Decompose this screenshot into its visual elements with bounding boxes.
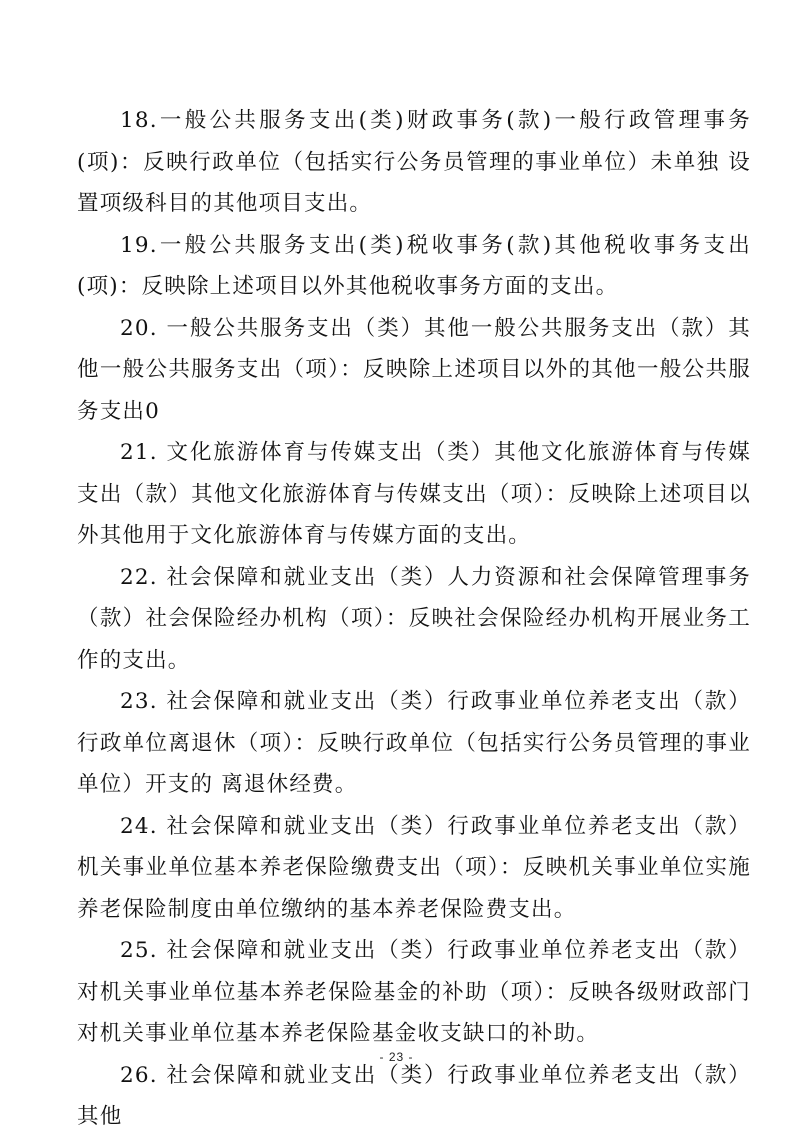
- paragraph-26: 26. 社会保障和就业支出（类）行政事业单位养老支出（款）其他: [77, 1062, 751, 1129]
- paragraph-25: 25. 社会保障和就业支出（类）行政事业单位养老支出（款）对机关事业单位基本养老保险基金的补助（项）：反映各级财政部门对机关事业单位基本养老保险基金收支缺口的补助。: [77, 938, 751, 1046]
- paragraph-20: 20. 一般公共服务支出（类）其他一般公共服务支出（款）其他一般公共服务支出（项）：反映除上述项目以外的其他一般公共服务支出0: [77, 315, 751, 424]
- paragraph-22: 22. 社会保障和就业支出（类）人力资源和社会保障管理事务（款）社会保险经办机构（项）：反映社会保险经办机构开展业务工作的支出。: [77, 564, 751, 673]
- paragraph-18: 18.一般公共服务支出(类)财政事务(款)一般行政管理事务(项)：反映行政单位（包括实行公务员管理的事业单位）未单独 设置项级科目的其他项目支出。: [77, 108, 751, 216]
- paragraph-19: 19.一般公共服务支出(类)税收事务(款)其他税收事务支出(项)：反映除上述项目以外其他税收事务方面的支出。: [77, 232, 751, 299]
- page-number: - 23 -: [379, 1050, 414, 1064]
- paragraph-21: 21. 文化旅游体育与传媒支出（类）其他文化旅游体育与传媒支出（款）其他文化旅游体育与传媒支出（项）：反映除上述项目以外其他用于文化旅游体育与传媒方面的支出。: [77, 440, 751, 548]
- paragraph-23: 23. 社会保障和就业支出（类）行政事业单位养老支出（款）行政单位离退休（项）：反映行政单位（包括实行公务员管理的事业单位）开支的 离退休经费。: [77, 689, 751, 797]
- paragraph-24: 24. 社会保障和就业支出（类）行政事业单位养老支出（款）机关事业单位基本养老保险缴费支出（项）：反映机关事业单位实施养老保险制度由单位缴纳的基本养老保险费支出。: [77, 813, 751, 922]
